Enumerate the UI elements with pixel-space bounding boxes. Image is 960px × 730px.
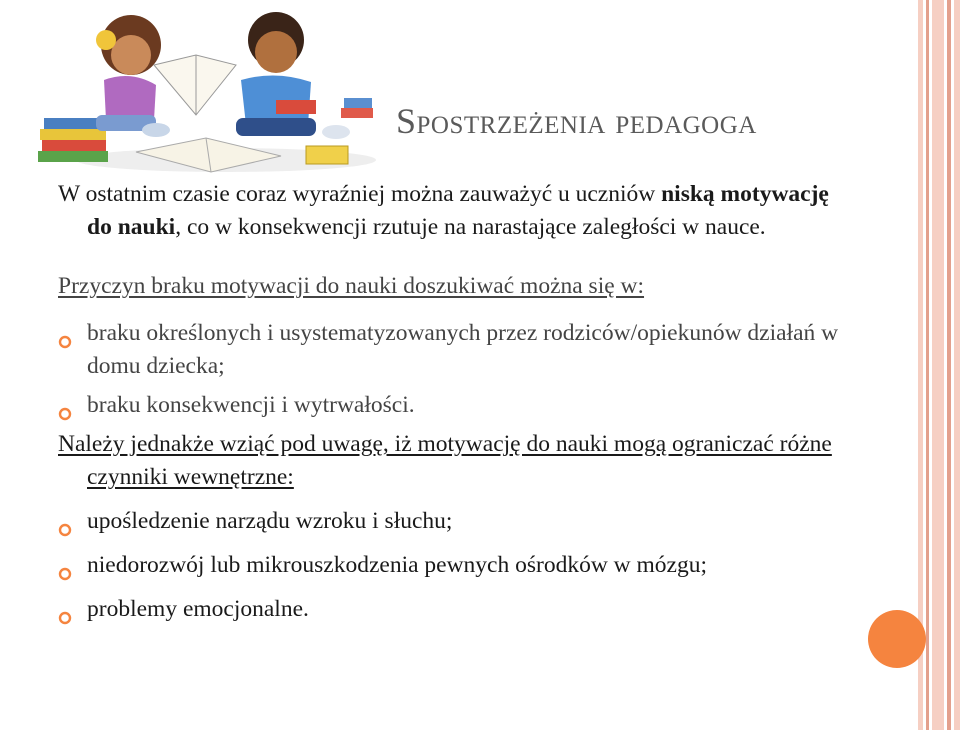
bullet-ring-icon (58, 326, 72, 359)
bullet-ring-icon (58, 558, 72, 591)
list-item: niedorozwój lub mikrouszkodzenia pewnych ośrodków w mózgu; (58, 549, 858, 582)
bullet-ring-icon (58, 602, 72, 635)
children-reading-illustration (36, 0, 386, 180)
bullet-ring-icon (58, 514, 72, 547)
decorative-side-stripes (918, 0, 960, 730)
list-item: problemy emocjonalne. (58, 593, 858, 626)
decorative-orange-circle (868, 610, 926, 668)
list-item: braku określonych i usystematyzowanych przez rodziców/opiekunów działań w domu dziecka; (58, 317, 858, 383)
intro-emphasis: niską motywację do nauki (87, 181, 829, 240)
intro-paragraph: W ostatnim czasie coraz wyraźniej można zauważyć u uczniów niską motywację do nauki, co w konsekwencji rzutuje na narastające zaległości w nauce. (58, 181, 829, 240)
slide-content (58, 178, 858, 626)
slide-title: Spostrzeżenia pedagoga (396, 101, 757, 141)
causes-heading: Przyczyn braku motywacji do nauki doszukiwać można się w: (58, 273, 645, 299)
internal-factors-heading: Należy jednakże wziąć pod uwagę, iż motywację do nauki mogą ograniczać różne czynniki wewnętrzne: (58, 431, 832, 490)
list-item: braku konsekwencji i wytrwałości. (58, 389, 858, 422)
list-item: upośledzenie narządu wzroku i słuchu; (58, 505, 858, 538)
bullet-ring-icon (58, 398, 72, 431)
